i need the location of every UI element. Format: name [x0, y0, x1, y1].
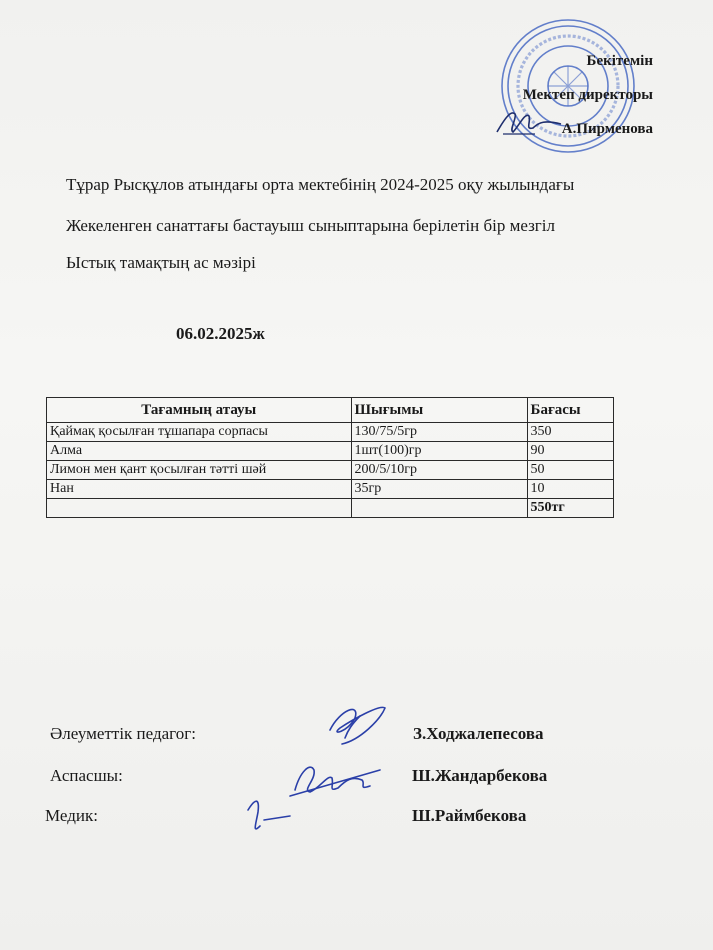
- dish-name: Нан: [47, 480, 352, 499]
- dish-yield: 200/5/10гр: [351, 461, 527, 480]
- table-row: [47, 423, 614, 442]
- dish-yield: 1шт(100)гр: [351, 442, 527, 461]
- header-yield: Шығымы: [351, 398, 527, 423]
- menu-table: [46, 397, 614, 518]
- table-row: [47, 480, 614, 499]
- signature-role: Әлеуметтік педагог:: [50, 724, 196, 743]
- header-dish: Тағамның атауы: [47, 398, 352, 423]
- approval-position: Мектеп директоры: [522, 87, 653, 103]
- dish-name: Лимон мен қант қосылған тәтті шәй: [47, 461, 352, 480]
- approval-title: Бекітемін: [586, 53, 653, 69]
- title-line-2: Жекеленген санаттағы бастауыш сыныптарына берілетін бір мезгіл: [66, 216, 555, 235]
- dish-name: Алма: [47, 442, 352, 461]
- title-line-3: Ыстық тамақтың ас мәзірі: [66, 253, 256, 272]
- table-total-row: [47, 499, 614, 518]
- handwritten-signatures-icon: [230, 700, 410, 840]
- dish-yield: 130/75/5гр: [351, 423, 527, 442]
- signature-name: Ш.Жандарбекова: [412, 766, 548, 785]
- signature-role: Медик:: [45, 806, 98, 825]
- director-signature-icon: [495, 104, 565, 138]
- total-price: 550тг: [527, 499, 613, 518]
- signature-name: З.Ходжалепесова: [413, 724, 544, 743]
- approval-director-name: А.Пирменова: [561, 121, 653, 137]
- header-price: Бағасы: [527, 398, 613, 423]
- table-header-row: [47, 398, 614, 423]
- title-line-1: Тұрар Рысқұлов атындағы орта мектебінің 2024-2025 оқу жылындағы: [66, 175, 575, 194]
- table-row: [47, 442, 614, 461]
- table-row: [47, 461, 614, 480]
- dish-price: 350: [527, 423, 613, 442]
- dish-price: 10: [527, 480, 613, 499]
- signature-name: Ш.Раймбекова: [412, 806, 527, 825]
- dish-name: Қаймақ қосылған тұшапара сорпасы: [47, 423, 352, 442]
- signature-role: Аспасшы:: [50, 766, 123, 785]
- dish-yield: 35гр: [351, 480, 527, 499]
- dish-price: 90: [527, 442, 613, 461]
- dish-price: 50: [527, 461, 613, 480]
- menu-date: 06.02.2025ж: [176, 324, 265, 343]
